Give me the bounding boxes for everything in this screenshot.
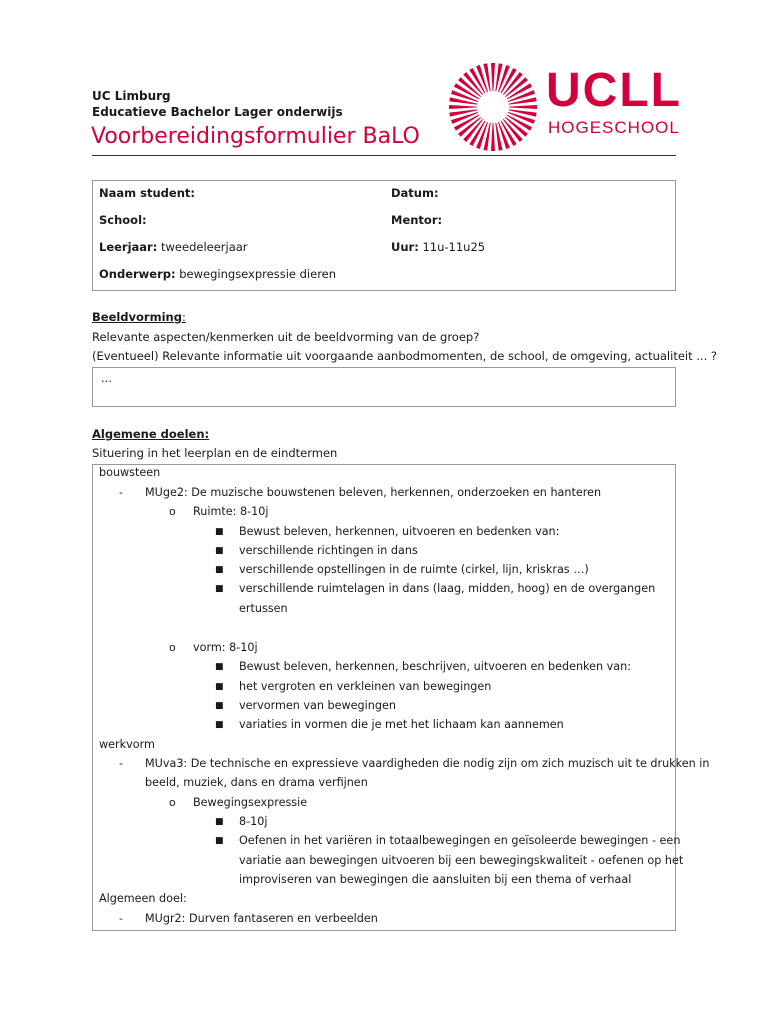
square-bullet-icon: ■ — [215, 546, 224, 556]
program-name: Educatieve Bachelor Lager onderwijs — [92, 105, 343, 119]
list-item: variaties in vormen die je met het lichaam kan aannemen — [239, 718, 564, 731]
logo-ray — [509, 109, 537, 116]
school-field — [99, 213, 147, 227]
list-item: Bewust beleven, herkennen, beschrijven, uitvoeren en bedenken van: — [239, 660, 631, 673]
subject-value: bewegingsexpressie dieren — [175, 267, 337, 281]
list-item: Ruimte: 8-10j — [193, 505, 269, 518]
beeldvorming-box — [92, 367, 676, 407]
list-item: werkvorm — [99, 738, 155, 751]
circle-bullet-icon: o — [169, 505, 176, 518]
square-bullet-icon: ■ — [215, 527, 224, 537]
list-item: Algemeen doel: — [99, 892, 187, 905]
square-bullet-icon: ■ — [215, 565, 224, 575]
logo-ray — [495, 63, 502, 91]
date-label: Datum: — [391, 186, 439, 200]
list-item: variatie aan bewegingen uitvoeren bij een bewegingskwaliteit - oefenen op het — [239, 854, 684, 867]
dash-bullet-icon: - — [119, 757, 123, 770]
list-item: verschillende richtingen in dans — [239, 544, 418, 557]
sunburst-icon — [448, 62, 538, 152]
school-label: School: — [99, 213, 147, 227]
square-bullet-icon: ■ — [215, 662, 224, 672]
time-value: 11u-11u25 — [418, 240, 486, 254]
student-name-field — [99, 186, 195, 200]
institution-name: UC Limburg — [92, 89, 171, 103]
grade-label: Leerjaar: — [99, 240, 158, 254]
logo-subtitle: HOGESCHOOL — [548, 118, 680, 137]
square-bullet-icon: ■ — [215, 720, 224, 730]
grade-value: tweedeleerjaar — [157, 240, 248, 254]
date-field — [391, 186, 439, 200]
square-bullet-icon: ■ — [215, 701, 224, 711]
list-item: verschillende ruimtelagen in dans (laag, midden, hoog) en de overgangen — [239, 582, 656, 595]
algemene-doelen-box — [92, 464, 710, 931]
list-item: MUva3: De technische en expressieve vaardigheden die nodig zijn om zich muzisch uit te drukken in — [145, 757, 710, 770]
logo-ray — [509, 97, 537, 104]
beeldvorming-heading-text: Beeldvorming — [92, 310, 182, 324]
dash-bullet-icon: - — [119, 486, 123, 499]
list-item: beeld, muziek, dans en drama verfijnen — [145, 776, 368, 789]
list-item: Bewegingsexpressie — [193, 796, 308, 809]
time-field — [391, 240, 485, 254]
subject-label: Onderwerp: — [99, 267, 176, 281]
beeldvorming-box-text: ... — [101, 371, 112, 385]
beeldvorming-heading-colon: : — [181, 310, 186, 324]
list-item: 8-10j — [239, 815, 268, 828]
logo-ray — [449, 109, 477, 116]
list-item: vervormen van bewegingen — [239, 699, 396, 712]
mentor-label: Mentor: — [391, 213, 443, 227]
student-info-box — [92, 180, 676, 291]
page-title: Voorbereidingsformulier BaLO — [91, 124, 420, 149]
square-bullet-icon: ■ — [215, 584, 224, 594]
square-bullet-icon: ■ — [215, 817, 224, 827]
list-item: Bewust beleven, herkennen, uitvoeren en bedenken van: — [239, 525, 560, 538]
beeldvorming-heading — [92, 310, 186, 324]
subject-field — [99, 267, 336, 281]
ucll-logo — [448, 62, 682, 152]
logo-ray — [491, 123, 495, 151]
list-item: MUgr2: Durven fantaseren en verbeelden — [145, 912, 378, 925]
algemene-doelen-subtitle: Situering in het leerplan en de eindtermen — [92, 446, 338, 460]
grade-field — [99, 240, 248, 254]
time-label: Uur: — [391, 240, 419, 254]
logo-ray — [449, 105, 477, 109]
logo-ray — [483, 123, 490, 151]
algemene-doelen-heading: Algemene doelen: — [92, 427, 210, 441]
square-bullet-icon: ■ — [215, 682, 224, 692]
logo-ray — [483, 63, 490, 91]
logo-wordmark: UCLL — [546, 64, 682, 117]
list-item: verschillende opstellingen in de ruimte (cirkel, lijn, kriskras …) — [239, 563, 589, 576]
mentor-field — [391, 213, 442, 227]
logo-ray — [449, 97, 477, 104]
list-item: ertussen — [239, 602, 288, 615]
list-item: MUge2: De muzische bouwstenen beleven, herkennen, onderzoeken en hanteren — [145, 486, 602, 499]
logo-ray — [491, 63, 495, 91]
list-item: vorm: 8-10j — [193, 641, 258, 654]
title-divider — [92, 155, 676, 156]
logo-ray — [509, 105, 537, 109]
circle-bullet-icon: o — [169, 641, 176, 654]
circle-bullet-icon: o — [169, 796, 176, 809]
list-item: Oefenen in het variëren in totaalbewegingen en geïsoleerde bewegingen - een — [239, 834, 681, 847]
list-item: improviseren van bewegingen die aansluiten bij een thema of verhaal — [239, 873, 632, 886]
list-item: bouwsteen — [99, 466, 161, 479]
logo-ray — [495, 123, 502, 151]
square-bullet-icon: ■ — [215, 836, 224, 846]
student-name-label: Naam student: — [99, 186, 195, 200]
beeldvorming-question-1: Relevante aspecten/kenmerken uit de beeldvorming van de groep? — [92, 330, 480, 344]
list-item: het vergroten en verkleinen van bewegingen — [239, 680, 492, 693]
beeldvorming-question-2: (Eventueel) Relevante informatie uit voorgaande aanbodmomenten, de school, de omgeving, actualiteit ... ? — [92, 349, 717, 363]
dash-bullet-icon: - — [119, 912, 123, 925]
